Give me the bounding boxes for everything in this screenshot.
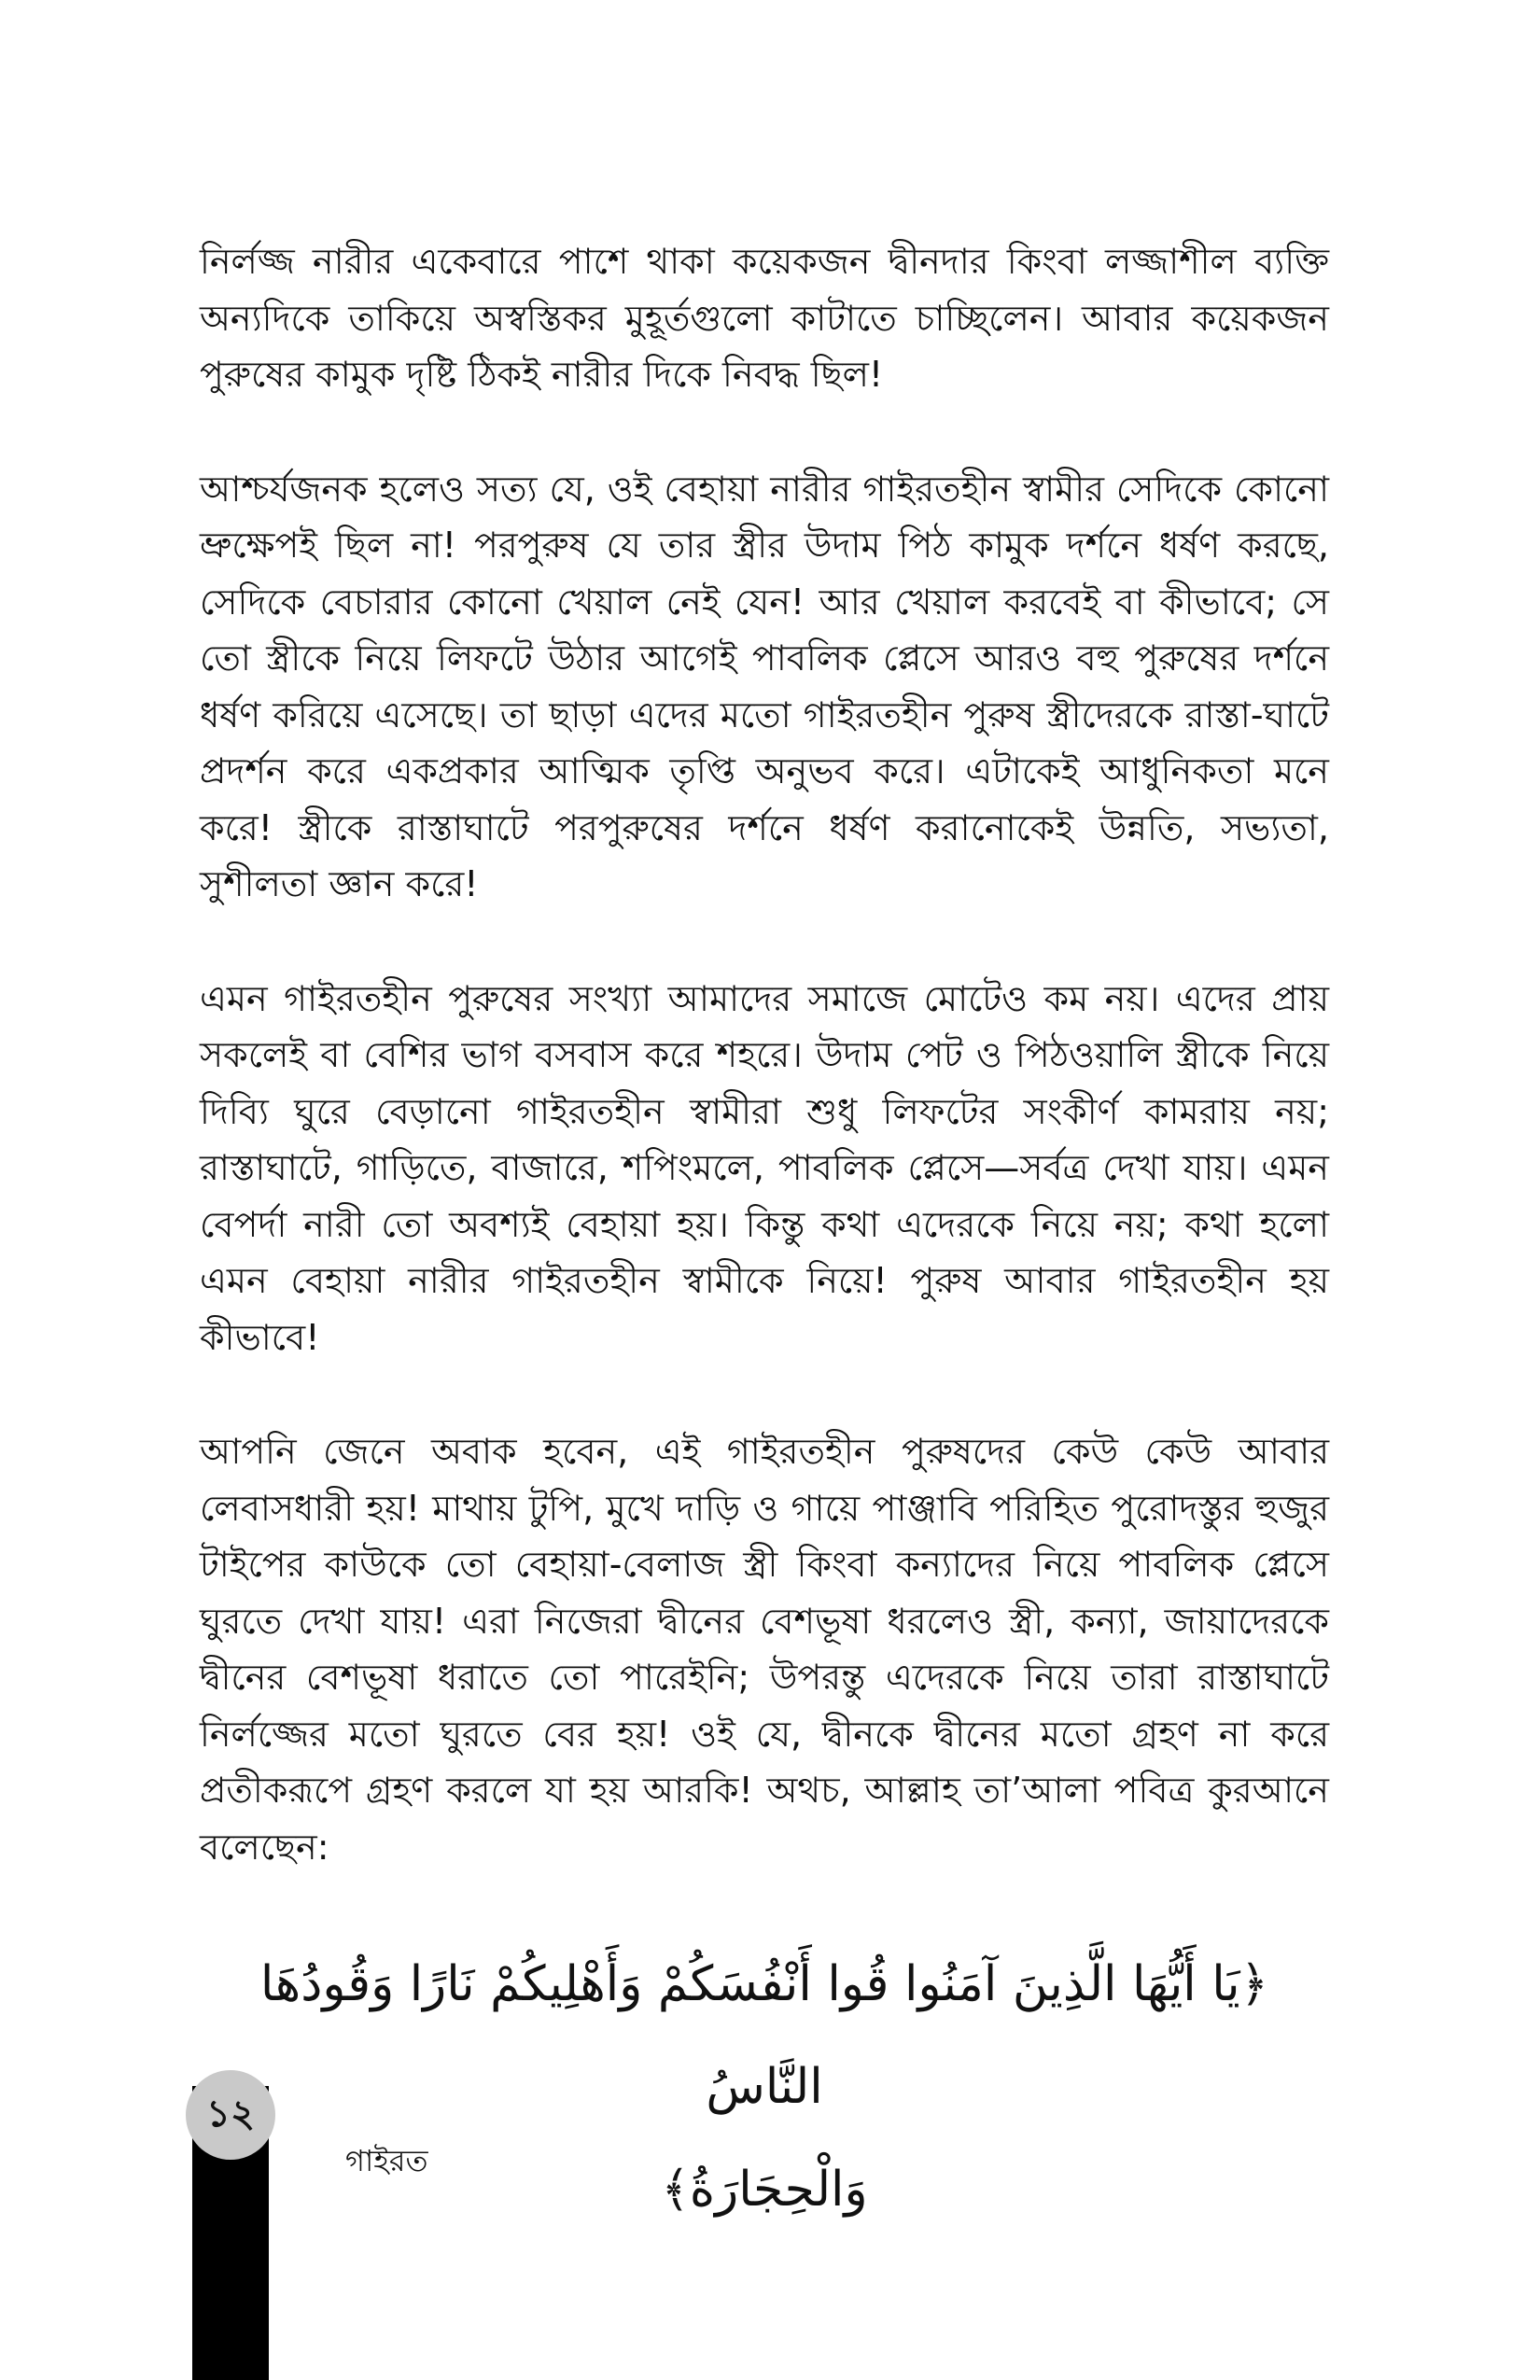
paragraph-1: নির্লজ্জ নারীর একেবারে পাশে থাকা কয়েকজন দ্বীনদার কিংবা লজ্জাশীল ব্যক্তি অন্যদিকে তাকিয়ে অস্বস্তিকর মুহূর্তগুলো কাটাতে চাচ্ছিলেন। আবার কয়েকজন পুরুষের কামুক দৃষ্টি ঠিকই নারীর দিকে নিবদ্ধ ছিল! (200, 241, 1329, 395)
quran-verse (200, 1933, 1329, 2241)
page-number-badge (186, 2070, 275, 2160)
paragraph-4: আপনি জেনে অবাক হবেন, এই গাইরতহীন পুরুষদের কেউ কেউ আবার লেবাসধারী হয়! মাথায় টুপি, মুখে দাড়ি ও গায়ে পাঞ্জাবি পরিহিত পুরোদস্তুর হুজুর টাইপের কাউকে তো বেহায়া-বেলাজ স্ত্রী কিংবা কন্যাদের নিয়ে পাবলিক প্লেসে ঘুরতে দেখা যায়! এরা নিজেরা দ্বীনের বেশভূষা ধরলেও স্ত্রী, কন্যা, জায়াদেরকে দ্বীনের বেশভূষা ধরাতে তো পারেইনি; উপরন্তু এদেরকে নিয়ে তারা রাস্তাঘাটে নির্লজ্জের মতো ঘুরতে বের হয়! ওই যে, দ্বীনকে দ্বীনের মতো গ্রহণ না করে প্রতীকরূপে গ্রহণ করলে যা হয় আরকি! অথচ, আল্লাহ তা’আলা পবিত্র কুরআনে বলেছেন: (200, 1431, 1329, 1868)
paragraph-3: এমন গাইরতহীন পুরুষের সংখ্যা আমাদের সমাজে মোটেও কম নয়। এদের প্রায় সকলেই বা বেশির ভাগ বসবাস করে শহরে। উদাম পেট ও পিঠওয়ালি স্ত্রীকে নিয়ে দিব্যি ঘুরে বেড়ানো গাইরতহীন স্বামীরা শুধু লিফটের সংকীর্ণ কামরায় নয়; রাস্তাঘাটে, গাড়িতে, বাজারে, শপিংমলে, পাবলিক প্লেসে—সর্বত্র দেখা যায়। এমন বেপর্দা নারী তো অবশ্যই বেহায়া হয়। কিন্তু কথা এদেরকে নিয়ে নয়; কথা হলো এমন বেহায়া নারীর গাইরতহীন স্বামীকে নিয়ে! পুরুষ আবার গাইরতহীন হয় কীভাবে! (200, 977, 1329, 1358)
quran-verse-line-1: ﴿يَا أَيُّهَا الَّذِينَ آمَنُوا قُوا أَنْفُسَكُمْ وَأَهْلِيكُمْ نَارًا وَقُودُهَا النَّاسُ (259, 1956, 1269, 2115)
page-number: ১২ (206, 2092, 255, 2135)
running-title: গাইরত (345, 2143, 428, 2178)
quran-verse-line-2: وَالْحِجَارَةُ﴾ (661, 2162, 868, 2218)
paragraph-2: আশ্চর্যজনক হলেও সত্য যে, ওই বেহায়া নারীর গাইরতহীন স্বামীর সেদিকে কোনো ভ্রুক্ষেপই ছিল না! পরপুরুষ যে তার স্ত্রীর উদাম পিঠ কামুক দর্শনে ধর্ষণ করছে, সেদিকে বেচারার কোনো খেয়াল নেই যেন! আর খেয়াল করবেই বা কীভাবে; সে তো স্ত্রীকে নিয়ে লিফটে উঠার আগেই পাবলিক প্লেসে আরও বহু পুরুষের দর্শনে ধর্ষণ করিয়ে এসেছে। তা ছাড়া এদের মতো গাইরতহীন পুরুষ স্ত্রীদেরকে রাস্তা-ঘাটে প্রদর্শন করে একপ্রকার আত্মিক তৃপ্তি অনুভব করে। এটাকেই আধুনিকতা মনে করে! স্ত্রীকে রাস্তাঘাটে পরপুরুষের দর্শনে ধর্ষণ করানোকেই উন্নতি, সভ্যতা, সুশীলতা জ্ঞান করে! (200, 468, 1329, 904)
page-body (200, 233, 1329, 2241)
